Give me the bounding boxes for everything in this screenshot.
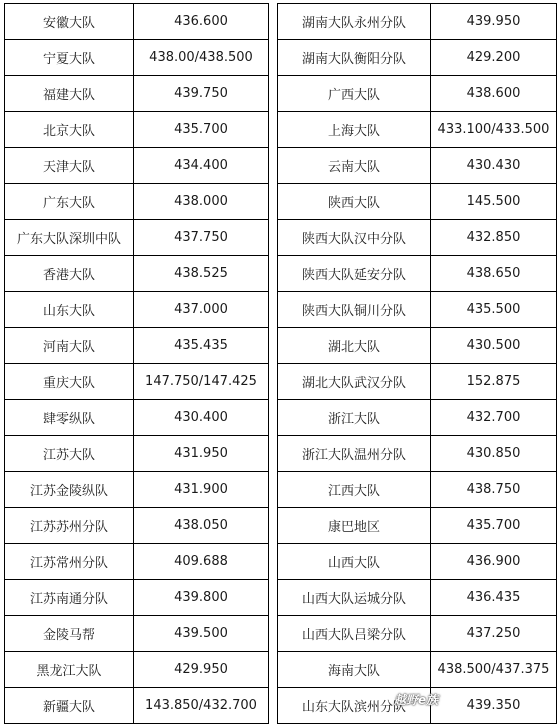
- frequency-cell: 435.435: [134, 328, 269, 364]
- table-body-right: [278, 4, 557, 724]
- frequency-cell: 435.700: [134, 112, 269, 148]
- frequency-cell: 435.700: [431, 508, 557, 544]
- frequency-cell: 436.900: [431, 544, 557, 580]
- team-name-cell: 香港大队: [5, 256, 134, 292]
- team-name-cell: 陕西大队: [278, 184, 431, 220]
- table-row: [5, 40, 269, 76]
- frequency-cell: 430.500: [431, 328, 557, 364]
- frequency-cell: 152.875: [431, 364, 557, 400]
- frequency-cell: 433.100/433.500: [431, 112, 557, 148]
- watermark-logo: 越野e族: [394, 693, 439, 707]
- table-row: [278, 544, 557, 580]
- table-row: [278, 580, 557, 616]
- team-name-cell: 湖南大队永州分队: [278, 4, 431, 40]
- frequency-cell: 439.950: [431, 4, 557, 40]
- table-body-left: [5, 4, 269, 724]
- table-row: [5, 148, 269, 184]
- table-row: [5, 472, 269, 508]
- table-row: [278, 40, 557, 76]
- table-row: [5, 400, 269, 436]
- frequency-cell: 431.900: [134, 472, 269, 508]
- frequency-cell: 147.750/147.425: [134, 364, 269, 400]
- team-name-cell: 康巴地区: [278, 508, 431, 544]
- table-row: [5, 328, 269, 364]
- frequency-cell: 432.700: [431, 400, 557, 436]
- team-name-cell: 浙江大队温州分队: [278, 436, 431, 472]
- table-row: [278, 472, 557, 508]
- team-name-cell: 天津大队: [5, 148, 134, 184]
- frequency-cell: 438.650: [431, 256, 557, 292]
- table-row: [5, 508, 269, 544]
- table-row: [278, 652, 557, 688]
- team-name-cell: 重庆大队: [5, 364, 134, 400]
- frequency-cell: 438.500/437.375: [431, 652, 557, 688]
- table-row: [278, 328, 557, 364]
- team-name-cell: 广东大队深圳中队: [5, 220, 134, 256]
- team-name-cell: 陕西大队铜川分队: [278, 292, 431, 328]
- team-name-cell: 广东大队: [5, 184, 134, 220]
- frequency-cell: 409.688: [134, 544, 269, 580]
- table-row: [5, 436, 269, 472]
- table-row: [278, 292, 557, 328]
- table-row: [5, 112, 269, 148]
- team-name-cell: 广西大队: [278, 76, 431, 112]
- table-row: [5, 184, 269, 220]
- team-name-cell: 安徽大队: [5, 4, 134, 40]
- frequency-cell: 436.600: [134, 4, 269, 40]
- table-row: [278, 76, 557, 112]
- team-name-cell: 山西大队: [278, 544, 431, 580]
- team-name-cell: 江苏金陵纵队: [5, 472, 134, 508]
- team-name-cell: 新疆大队: [5, 688, 134, 724]
- table-row: [5, 616, 269, 652]
- frequency-cell: 430.400: [134, 400, 269, 436]
- table-row: [278, 688, 557, 724]
- team-name-cell: 山东大队滨州分队: [278, 688, 431, 724]
- table-row: [278, 112, 557, 148]
- frequency-cell: 429.200: [431, 40, 557, 76]
- frequency-cell: 430.850: [431, 436, 557, 472]
- table-row: [5, 4, 269, 40]
- team-name-cell: 福建大队: [5, 76, 134, 112]
- table-row: [5, 364, 269, 400]
- team-name-cell: 江西大队: [278, 472, 431, 508]
- team-name-cell: 江苏大队: [5, 436, 134, 472]
- frequency-cell: 435.500: [431, 292, 557, 328]
- team-name-cell: 北京大队: [5, 112, 134, 148]
- frequency-cell: 437.750: [134, 220, 269, 256]
- frequency-cell: 432.850: [431, 220, 557, 256]
- team-name-cell: 山西大队运城分队: [278, 580, 431, 616]
- team-name-cell: 上海大队: [278, 112, 431, 148]
- table-row: [5, 544, 269, 580]
- team-name-cell: 山西大队吕梁分队: [278, 616, 431, 652]
- team-name-cell: 山东大队: [5, 292, 134, 328]
- frequency-cell: 145.500: [431, 184, 557, 220]
- team-name-cell: 陕西大队延安分队: [278, 256, 431, 292]
- frequency-cell: 438.600: [431, 76, 557, 112]
- team-name-cell: 湖北大队武汉分队: [278, 364, 431, 400]
- team-name-cell: 湖北大队: [278, 328, 431, 364]
- frequency-cell: 438.050: [134, 508, 269, 544]
- frequency-cell: 143.850/432.700: [134, 688, 269, 724]
- team-name-cell: 云南大队: [278, 148, 431, 184]
- frequency-table-left: [4, 3, 269, 724]
- frequency-cell: 438.000: [134, 184, 269, 220]
- frequency-cell: 436.435: [431, 580, 557, 616]
- frequency-cell: 434.400: [134, 148, 269, 184]
- table-row: [278, 436, 557, 472]
- table-row: [278, 184, 557, 220]
- table-row: [278, 148, 557, 184]
- team-name-cell: 宁夏大队: [5, 40, 134, 76]
- frequency-cell: 430.430: [431, 148, 557, 184]
- frequency-cell: 429.950: [134, 652, 269, 688]
- team-name-cell: 黑龙江大队: [5, 652, 134, 688]
- frequency-cell: 439.500: [134, 616, 269, 652]
- team-name-cell: 海南大队: [278, 652, 431, 688]
- table-row: [278, 4, 557, 40]
- frequency-cell: 431.950: [134, 436, 269, 472]
- table-row: [278, 508, 557, 544]
- table-row: [5, 292, 269, 328]
- table-row: [5, 220, 269, 256]
- team-name-cell: 肆零纵队: [5, 400, 134, 436]
- table-row: [5, 652, 269, 688]
- team-name-cell: 河南大队: [5, 328, 134, 364]
- frequency-cell: 438.750: [431, 472, 557, 508]
- table-row: [5, 688, 269, 724]
- table-row: [278, 616, 557, 652]
- frequency-cell: 438.00/438.500: [134, 40, 269, 76]
- team-name-cell: 浙江大队: [278, 400, 431, 436]
- team-name-cell: 江苏常州分队: [5, 544, 134, 580]
- frequency-cell: 439.800: [134, 580, 269, 616]
- team-name-cell: 江苏苏州分队: [5, 508, 134, 544]
- team-name-cell: 金陵马帮: [5, 616, 134, 652]
- frequency-cell: 438.525: [134, 256, 269, 292]
- table-row: [278, 364, 557, 400]
- team-name-cell: 湖南大队衡阳分队: [278, 40, 431, 76]
- table-row: [278, 400, 557, 436]
- table-row: [5, 76, 269, 112]
- table-row: [278, 220, 557, 256]
- frequency-table-right: [277, 3, 557, 724]
- frequency-cell: 439.750: [134, 76, 269, 112]
- table-row: [5, 256, 269, 292]
- team-name-cell: 江苏南通分队: [5, 580, 134, 616]
- frequency-cell: 437.000: [134, 292, 269, 328]
- frequency-cell: 437.250: [431, 616, 557, 652]
- table-row: [5, 580, 269, 616]
- team-name-cell: 陕西大队汉中分队: [278, 220, 431, 256]
- table-row: [278, 256, 557, 292]
- frequency-cell: 439.350: [431, 688, 557, 724]
